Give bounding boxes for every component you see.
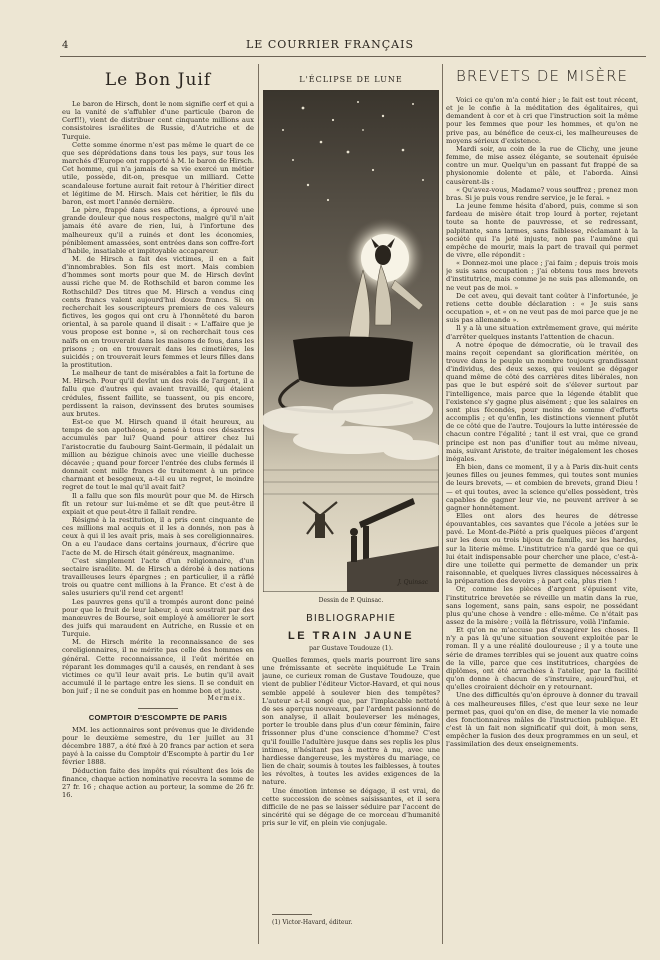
article-train-jaune bbox=[262, 656, 440, 936]
footnote-rule bbox=[272, 914, 312, 915]
paragraph: M. de Hirsch mérite la reconnaissance de ses coreligionnaires, il ne mérite pas celle des hommes en général. Cette reconnaissance, il l'eût méritée en réparant les dommages qu'il a causés, en rendant à ses victimes ce qu'il leur avait pris. Le butin qu'il avait accumulé il le partage entre les siens. Il se conduit en bon juif ; il ne se conduit pas en homme bon et juste. bbox=[62, 638, 254, 696]
paragraph: De cet aveu, qui devait tant coûter à l'infortunée, je retiens cette double déclaration : « Je suis sans occupation », et « on ne veut pas de moi parce que je ne suis pas allemande ». bbox=[446, 291, 638, 325]
article-title-train-jaune: LE TRAIN JAUNE bbox=[287, 630, 415, 642]
eclipse-illustration bbox=[263, 90, 439, 592]
notice-title: COMPTOIR D'ESCOMPTE DE PARIS bbox=[88, 712, 228, 722]
crescent-boat bbox=[293, 336, 413, 386]
byline: par Gustave Toudouze (1). bbox=[308, 645, 394, 652]
article-bon-juif bbox=[62, 100, 254, 900]
paragraph: La jeune femme hésita d'abord, puis, comme si son fardeau de misère était trop lourd à porter, rejetant toute sa honte de pauvresse, et se redressant, palpitante, sans larmes, sans faiblesse, réclamant à la société qui l'a jeté injuste, non pas l'aumône qui empêche de mourir, mais la part de travail qui permet de vivre, elle répondit : bbox=[446, 202, 638, 259]
paragraph: « Qu'avez-vous, Madame? vous souffrez ; prenez mon bras. Si je puis vous rendre service, je le ferai. » bbox=[446, 185, 638, 202]
paragraph: Est-ce que M. Hirsch quand il était heureux, au temps de son apothéose, a pensé à tous ces désastres accumulés par lui? Quand pour attirer chez lui l'aristocratie du faubourg Saint-Germain, il pédalait un million au bézigue chinois avec une vieille duchesse décavée ; quand pour forcer l'entrée des clubs fermés il donnait cent mille francs de traitement à un prince charmant et besogneux, a-t-il eu un regret, le moindre regret de tout le mal qu'il avait fait? bbox=[62, 418, 254, 492]
paragraph: Quelles femmes, quels maris pourront lire sans une frémissante et secrète inquiétude Le Train jaune, ce curieux roman de Gustave Toudouze, que vient de publier l'éditeur Victor-Havard, et qui nous semble appelé à soulever bien des tempêtes? L'auteur a-t-il songé que, par l'implacable netteté de ses aperçus nouveaux, par l'ardent passionné de son analyse, il allait bouleverser les ménages, porter le trouble dans plus d'un cœur féminin, faire frissonner plus d'une conscience d'homme? C'est qu'il fouille l'adultère jusque dans ses replis les plus intimes, n'hésitant pas à mettre à nu, avec une hardiesse dangereuse, les mystères du mariage, ce lien de chair, soumis à toutes les faiblesses, à toutes les révoltes, à toutes les avides exigences de la nature. bbox=[262, 656, 440, 787]
paragraph: Il y a là une situation extrêmement grave, qui mérite d'arrêter quelques instants l'attention de chacun. bbox=[446, 324, 638, 341]
paragraph: Une des difficultés qu'on éprouve à donner du travail à ces malheureuses filles, c'est que leur sexe ne leur permet pas, quoi qu'on en dise, de mener la vie nomade des fonctionnaires mâles de l'instruction publique. Et c'est là un fait non significatif qui doit, à mon sens, empêcher la fusion des deux programmes en un seul, et l'assimilation des deux enseignements. bbox=[446, 691, 638, 749]
page-number: 4 bbox=[62, 40, 69, 51]
paragraph: C'est simplement l'acte d'un religionnaire, d'un sectaire israélite. M. de Hirsch a dérobé à des nations travailleuses leurs épargnes ; en particulier, il a râflé trois ou quatre cent millions à la France. Et c'est à de sales usuriers qu'il rend cet argent! bbox=[62, 556, 254, 598]
author-signature: Mermeix. bbox=[207, 695, 246, 703]
paragraph: Les pauvres gens qu'il a trompés auront donc peiné pour que le fruit de leur labeur, à eux soustrait par des manœuvres de Bourse, soit employé à améliorer le sort des juifs qui maraudent en Autriche, en Russie et en Turquie. bbox=[62, 597, 254, 639]
paragraph: Déduction faite des impôts qui résultent des lois de finance, chaque action nominative recevra la somme de 27 fr. 16 ; chaque action au porteur, la somme de 26 fr. 16. bbox=[62, 766, 254, 799]
eclipse-drawing bbox=[263, 90, 439, 592]
column-separator-right bbox=[442, 64, 443, 944]
article-title-brevets: BREVETS DE MISÈRE bbox=[456, 67, 628, 85]
artist-signature: J. Quinsac bbox=[397, 579, 429, 586]
article-brevets-de-misere bbox=[446, 96, 638, 956]
journal-title: LE COURRIER FRANÇAIS bbox=[246, 38, 414, 51]
paragraph: Résigné à la restitution, il a pris cent cinquante de ces millions mal acquis et il les a donnés, non pas à ceux à qui il les avait pris, mais à ses coreligionnaires. On a eu l'audace dans certains journaux, d'écrire que l'acte de M. de Hirsch était généreux, magnanime. bbox=[62, 515, 254, 557]
paragraph: Elles ont alors des heures de détresse épouvantables, ces savantes que l'école a jetées sur le pavé. Le Mont-de-Piété a pris quelques pièces d'argent sur les deux ou trois bijoux de famille, sur les hardes, sur la literie même. L'institutrice n'a gardé que ce qui lui était indispensable pour chercher une place, c'est-à-dire une toilette qui permette de demander un prix raisonnable, et quelques livres classiques nécessaires à la préparation des devoirs ; à part cela, plus rien ! bbox=[446, 511, 638, 586]
header-rule bbox=[60, 56, 646, 57]
paragraph: Eh bien, dans ce moment, il y a à Paris dix-huit cents jeunes filles ou jeunes femmes, qui toutes sont munies de leurs brevets, — et combien de brevets, grand Dieu ! — et qui toutes, avec la science qu'elles possèdent, très capables de gagner leur vie, ne peuvent arriver à se gagner honnêtement. bbox=[446, 463, 638, 512]
paragraph: Le malheur de tant de misérables a fait la fortune de M. Hirsch. Pour qu'il devînt un des rois de l'argent, il a fallu que d'autres qui avaient travaillé, qui étaient crédules, fissent faillite, se tuassent, ou pis encore, perdissent la raison, devinssent des brutes soumises aux brutes. bbox=[62, 369, 254, 418]
paragraph: Cette somme énorme n'est pas même le quart de ce que ses déprédations dans tous les pays, sur tous les marchés d'Europe ont rapporté à M. le baron de Hirsch. Cet homme, qui n'a jamais de sa vie exercé un métier utile, possède, dit-on, presque un milliard. Cette scandaleuse fortune aurait fait retour à l'héritier direct et légitime de M. Hirsch. Mais cet héritier, le fils du baron, est mort l'année dernière. bbox=[62, 140, 254, 206]
illustration-caption: Dessin de P. Quinsac. bbox=[318, 597, 384, 604]
footnote: (1) Victor-Havard, éditeur. bbox=[272, 919, 353, 926]
paragraph: « Donnez-moi une place ; j'ai faim ; depuis trois mois je suis sans occupation ; j'ai obtenu tous mes brevets d'institutrice, mais comme je ne suis pas allemande, on ne veut pas de moi. » bbox=[446, 259, 638, 292]
section-rule bbox=[138, 708, 178, 709]
paragraph: Or, comme les pièces d'argent s'épuisent vite, l'institutrice brevetée se réveille un matin dans la rue, sans logement, sans pain, sans espoir, ne possédant plus qu'une chose à vendre : elle-même. Ce n'était pas assez de la misère ; voilà la flétrissure, voilà l'infamie. bbox=[446, 585, 638, 626]
paragraph: Le baron de Hirsch, dont le nom signifie cerf et qui a eu la vanité de s'affubler d'une particule (baron de Cerf!!), vient de distribuer cent cinquante millions aux consistoires israélites de Russie, d'Autriche et de Turquie. bbox=[62, 100, 254, 141]
section-title-bibliographie: BIBLIOGRAPHIE bbox=[305, 613, 396, 624]
paragraph: Voici ce qu'on m'a conté hier ; le fait est tout récent, et je le confie à la méditation des égalitaires, qui demandent à cor et à cri que l'instruction soit la même pour les femmes que pour les hommes, et qu'on ne prive pas, au bénéfice de ceux-ci, les malheureuses de moyens sérieux d'existence. bbox=[446, 96, 638, 145]
paragraph: Le père, frappé dans ses affections, a éprouvé une grande douleur que nous respectons, malgré qu'il n'ait jamais été avare de rien, lui, à l'infortune des malheureux qu'il a ruinés et dont les économies, péniblement amassées, sont entrées dans son coffre-fort d'habile, insatiable et impitoyable accapareur. bbox=[62, 206, 254, 255]
paragraph: MM. les actionnaires sont prévenus que le dividende pour le deuxième semestre, du 1er juillet au 31 décembre 1887, a été fixé à 20 francs par action et sera payé à la caisse du Comptoir d'Escompte à partir du 1er février 1888. bbox=[62, 725, 254, 767]
paragraph: M. de Hirsch a fait des victimes, il en a fait d'innombrables. Son fils est mort. Mais combien d'hommes sont morts pour que M. de Hirsch devînt aussi riche que M. de Rothschild et baron comme les Rothschild? Des titres que M. Hirsch a vendus cinq cents francs valent aujourd'hui douze francs. Si on recherchait les souscripteurs premiers de ces valeurs fictives, les gogos qui ont cru à l'honnêteté du baron oriental, à sa parole quand il disait : « L'affaire que je vous propose est bonne », si on recherchait tous ces naïfs on en trouverait dans les maisons de fous, dans les prisons ; on en trouverait dans les cimetières, les suicidés ; on trouverait leurs femmes et leurs filles dans la prostitution. bbox=[62, 254, 254, 369]
column-separator-left bbox=[258, 64, 259, 944]
paragraph: Il a fallu que son fils mourût pour que M. de Hirsch fît un retour sur lui-même et se dît que peut-être il expiait et que peut-être il fallait rendre. bbox=[62, 491, 254, 516]
article-title-bon-juif: Le Bon Juif bbox=[104, 70, 212, 90]
illustration-title: L'ÉCLIPSE DE LUNE bbox=[299, 75, 403, 84]
paragraph: Mardi soir, au coin de la rue de Clichy, une jeune femme, de mise assez élégante, se soutenait épuisée contre un mur. Quelqu'un en passant fut frappé de sa physionomie dolente et pâle, et l'aborda. Ainsi causèrent-ils : bbox=[446, 144, 638, 186]
paragraph: Une émotion intense se dégage, il est vrai, de cette succession de scènes saisissantes, et il sera difficile de ne pas se laisser séduire par l'accent de sincérité qui se dégage de ce morceau d'humanité pris sur le vif, en plein vie conjugale. bbox=[262, 786, 440, 828]
paragraph: A notre époque de démocratie, où le travail des mains reçoit cependant sa glorification méritée, on trouve dans le peuple un nombre toujours grandissant d'individus, des deux sexes, qui veulent se dégager quand même de côté des carrières dites libérales, non pas que le but espéré soit de s'élever surtout par l'intelligence, mais parce que la légende établit que l'existence s'y gagne plus aisément ; que les salaires en sont plus fécondés, pour moins de somme d'efforts accomplis ; et qu'enfin, les distinctions viennent plutôt de ce côté que de l'autre. Toujours la lutte intéressée de chacun contre l'égalité ; tant il est vrai, que ce grand principe est non pas d'unifier tout au même niveau, mais, suivant Aristote, de traiter inégalement les choses inégales. bbox=[446, 340, 638, 463]
paragraph: Et qu'on ne m'accuse pas d'exagérer les choses. Il n'y a pas là qu'une situation souvent exploitée par le roman. Il y a une réalité douloureuse ; il y a toute une série de drames terribles qui se jouent aux quatre coins de la ville, parce que ces institutrices, chargées de diplômes, ont été arrachées à l'atelier, par la facilité qu'on donne à chacun de s'instruire, aujourd'hui, et qu'elles croiraient déchoir en y retournant. bbox=[446, 626, 638, 692]
